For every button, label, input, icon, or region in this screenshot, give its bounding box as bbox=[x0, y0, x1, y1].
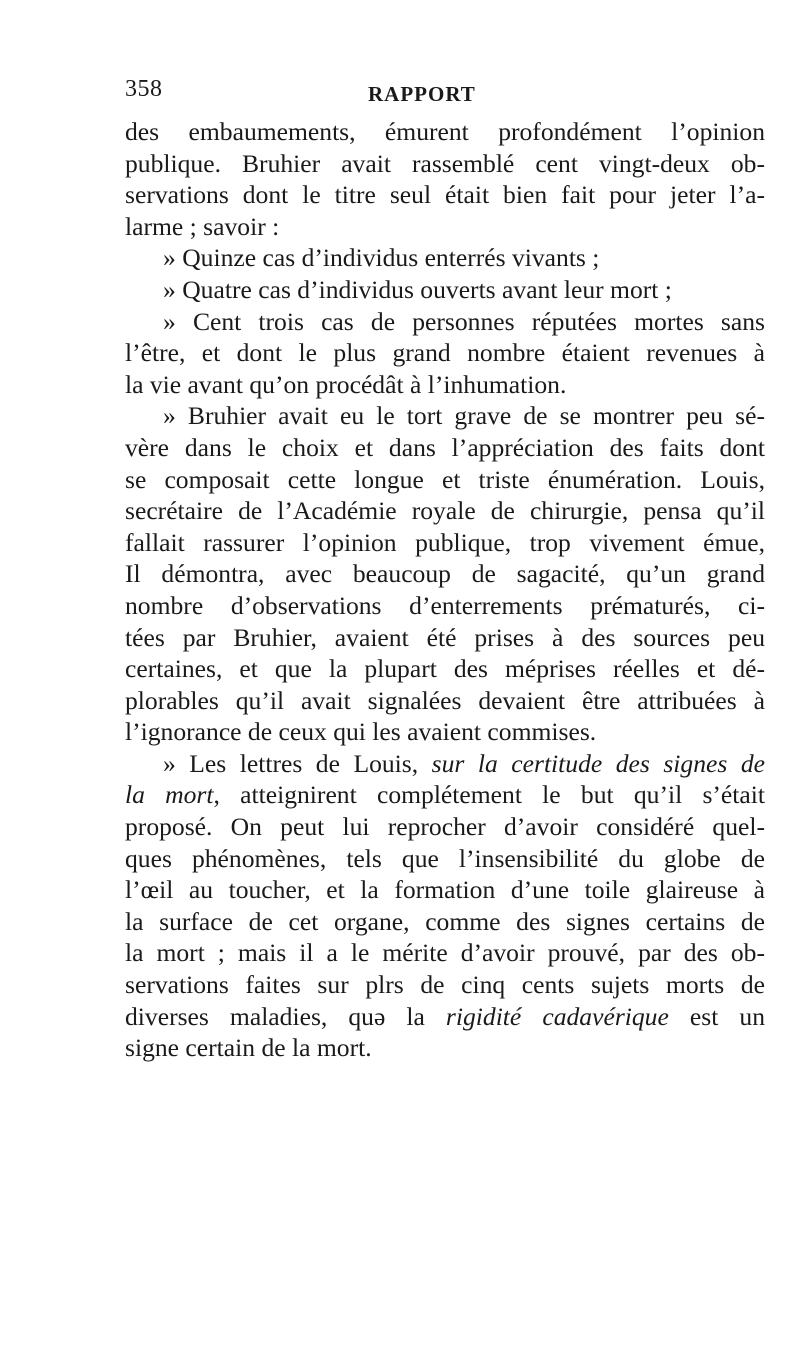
text-line bbox=[125, 1001, 765, 1033]
text-line: larme ; savoir : bbox=[125, 211, 280, 241]
text-line: » Bruhier avait eu le tort grave de se montrer peu sé- bbox=[163, 401, 765, 431]
text-line: » Cent trois cas de personnes réputées mortes sans bbox=[163, 306, 765, 336]
text-line bbox=[125, 779, 765, 811]
text-run: , atteignirent complétement le but qu’il s’était bbox=[213, 780, 765, 810]
italic-term: rigidité cadavérique bbox=[445, 1001, 669, 1031]
running-title: RAPPORT bbox=[368, 82, 476, 106]
running-head bbox=[125, 76, 765, 110]
text-run: » Les lettres de Louis, bbox=[163, 748, 432, 778]
text-run: diverses maladies, quə la bbox=[125, 1001, 446, 1031]
text-line: publique. Bruhier avait rassemblé cent vingt-deux ob- bbox=[125, 148, 765, 178]
text-line: servations dont le titre seul était bien fait pour jeter l’a- bbox=[125, 180, 765, 210]
italic-title: sur la certitude des signes de bbox=[431, 748, 765, 778]
text-line: Il démontra, avec beaucoup de sagacité, qu’un grand bbox=[125, 559, 765, 589]
text-line: se composait cette longue et triste énumération. Louis, bbox=[125, 464, 765, 494]
text-line: fallait rassurer l’opinion publique, trop vivement émue, bbox=[125, 527, 765, 557]
text-line: signe certain de la mort. bbox=[125, 1033, 372, 1063]
text-line: » Quinze cas d’individus enterrés vivants ; bbox=[163, 243, 600, 273]
text-line: servations faites sur plrs de cinq cents sujets morts de bbox=[125, 970, 765, 1000]
text-line: la surface de cet organe, comme des signes certains de bbox=[125, 906, 765, 936]
text-line: nombre d’observations d’enterrements prématurés, ci- bbox=[125, 590, 765, 620]
text-line: des embaumements, émurent profondément l’opinion bbox=[125, 117, 765, 146]
text-line: proposé. On peut lui reprocher d’avoir considéré quel- bbox=[125, 812, 765, 842]
text-line: l’ignorance de ceux qui les avaient commises. bbox=[125, 717, 597, 747]
text-line: l’œil au toucher, et la formation d’une toile glaireuse à bbox=[125, 875, 765, 905]
text-line: secrétaire de l’Académie royale de chirurgie, pensa qu’il bbox=[125, 496, 765, 526]
text-line: certaines, et que la plupart des méprises réelles et dé- bbox=[125, 654, 765, 684]
text-line: vère dans le choix et dans l’appréciation des faits dont bbox=[125, 432, 765, 462]
text-line: ques phénomènes, tels que l’insensibilité du globe de bbox=[125, 843, 765, 873]
text-line: la vie avant qu’on procédât à l’inhumation. bbox=[125, 369, 567, 399]
text-line: tées par Bruhier, avaient été prises à des sources peu bbox=[125, 622, 765, 652]
page-number: 358 bbox=[125, 76, 163, 102]
italic-title: la mort bbox=[125, 780, 214, 810]
text-line: la mort ; mais il a le mérite d’avoir prouvé, par des ob- bbox=[125, 938, 765, 968]
text-line: » Quatre cas d’individus ouverts avant leur mort ; bbox=[163, 274, 672, 304]
text-line: plorables qu’il avait signalées devaient être attribuées à bbox=[125, 685, 765, 715]
text-line bbox=[125, 748, 765, 780]
body-text bbox=[125, 116, 765, 1064]
text-line: l’être, et dont le plus grand nombre étaient revenues à bbox=[125, 338, 765, 368]
text-run: est un bbox=[668, 1001, 765, 1031]
